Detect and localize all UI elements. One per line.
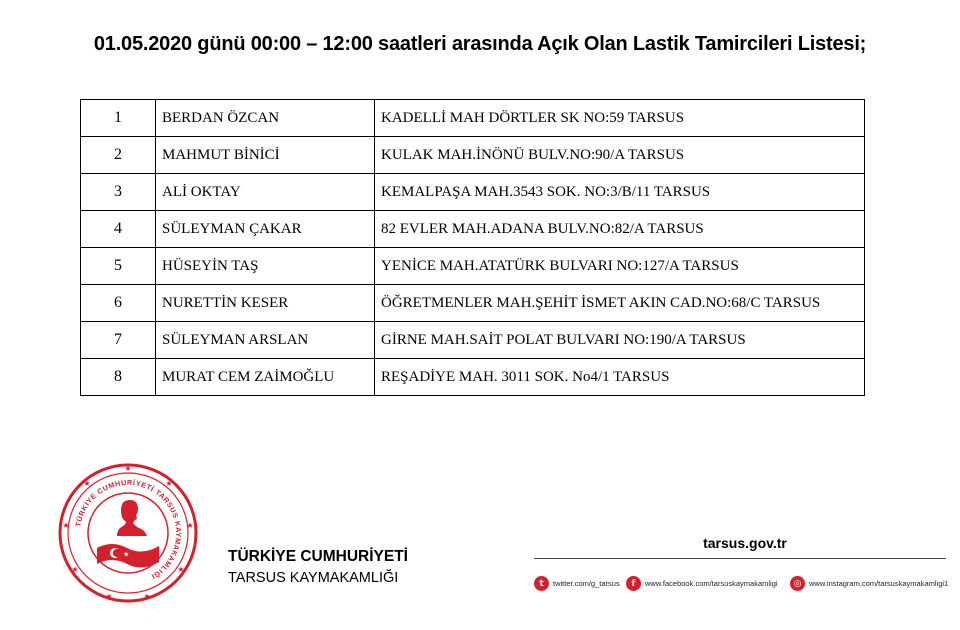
- row-number: 5: [81, 248, 156, 285]
- svg-text:★: ★: [186, 521, 194, 530]
- shop-owner-name: SÜLEYMAN ÇAKAR: [156, 211, 375, 248]
- svg-text:★: ★: [83, 479, 91, 488]
- svg-text:★: ★: [177, 565, 185, 574]
- shop-owner-name: SÜLEYMAN ARSLAN: [156, 322, 375, 359]
- table-row: [81, 285, 865, 322]
- seal-ring-text: TÜRKİYE CUMHURİYETİ TARSUS KAYMAKAMLIĞI: [73, 477, 184, 582]
- instagram-icon: ◎: [790, 576, 805, 591]
- table-row: [81, 100, 865, 137]
- shop-owner-name: ALİ OKTAY: [156, 174, 375, 211]
- table-row: [81, 359, 865, 396]
- footer-divider: [534, 558, 946, 559]
- facebook-icon: f: [626, 576, 641, 591]
- shop-address: 82 EVLER MAH.ADANA BULV.NO:82/A TARSUS: [375, 211, 865, 248]
- shop-address: KADELLİ MAH DÖRTLER SK NO:59 TARSUS: [375, 100, 865, 137]
- twitter-icon: t: [534, 576, 549, 591]
- org-line-2: TARSUS KAYMAKAMLIĞI: [228, 570, 399, 586]
- svg-text:★: ★: [71, 565, 79, 574]
- instagram-link[interactable]: www.instagram.com/tarsuskaymakamligi1: [809, 579, 949, 588]
- twitter-link[interactable]: twitter.com/g_tarsus: [553, 579, 620, 588]
- table-row: [81, 248, 865, 285]
- repair-shop-table: [80, 99, 865, 396]
- shop-address: KULAK MAH.İNÖNÜ BULV.NO:90/A TARSUS: [375, 137, 865, 174]
- website-link[interactable]: tarsus.gov.tr: [703, 535, 787, 551]
- facebook-link[interactable]: www.facebook.com/tarsuskaymakamligi: [645, 579, 778, 588]
- row-number: 8: [81, 359, 156, 396]
- page-title: 01.05.2020 günü 00:00 – 12:00 saatleri arasında Açık Olan Lastik Tamircileri Listesi;: [93, 33, 867, 55]
- svg-text:★: ★: [62, 521, 70, 530]
- ataturk-silhouette-icon: [117, 500, 147, 536]
- social-instagram[interactable]: [790, 576, 948, 591]
- social-links: [534, 576, 960, 596]
- shop-owner-name: MAHMUT BİNİCİ: [156, 137, 375, 174]
- svg-text:★: ★: [165, 479, 173, 488]
- shop-owner-name: MURAT CEM ZAİMOĞLU: [156, 359, 375, 396]
- row-number: 4: [81, 211, 156, 248]
- organization-name: [228, 548, 408, 586]
- shop-address: GİRNE MAH.SAİT POLAT BULVARI NO:190/A TARSUS: [375, 322, 865, 359]
- svg-text:★: ★: [123, 550, 130, 559]
- table-row: [81, 211, 865, 248]
- svg-text:★: ★: [105, 592, 113, 601]
- social-facebook[interactable]: [626, 576, 778, 591]
- svg-text:★: ★: [124, 464, 132, 473]
- table-row: [81, 174, 865, 211]
- row-number: 3: [81, 174, 156, 211]
- org-line-1: TÜRKİYE CUMHURİYETİ: [228, 548, 408, 565]
- shop-address: ÖĞRETMENLER MAH.ŞEHİT İSMET AKIN CAD.NO:68/C TARSUS: [375, 285, 865, 322]
- row-number: 6: [81, 285, 156, 322]
- shop-address: REŞADİYE MAH. 3011 SOK. No4/1 TARSUS: [375, 359, 865, 396]
- turkish-flag-icon: [97, 544, 159, 568]
- row-number: 7: [81, 322, 156, 359]
- shop-owner-name: NURETTİN KESER: [156, 285, 375, 322]
- row-number: 2: [81, 137, 156, 174]
- svg-text:★: ★: [143, 592, 151, 601]
- row-number: 1: [81, 100, 156, 137]
- shop-address: YENİCE MAH.ATATÜRK BULVARI NO:127/A TARSUS: [375, 248, 865, 285]
- table-row: [81, 322, 865, 359]
- shop-owner-name: BERDAN ÖZCAN: [156, 100, 375, 137]
- social-twitter[interactable]: [534, 576, 620, 591]
- shop-address: KEMALPAŞA MAH.3543 SOK. NO:3/B/11 TARSUS: [375, 174, 865, 211]
- table-row: [81, 137, 865, 174]
- kaymakamlik-seal-logo: [57, 462, 199, 604]
- shop-owner-name: HÜSEYİN TAŞ: [156, 248, 375, 285]
